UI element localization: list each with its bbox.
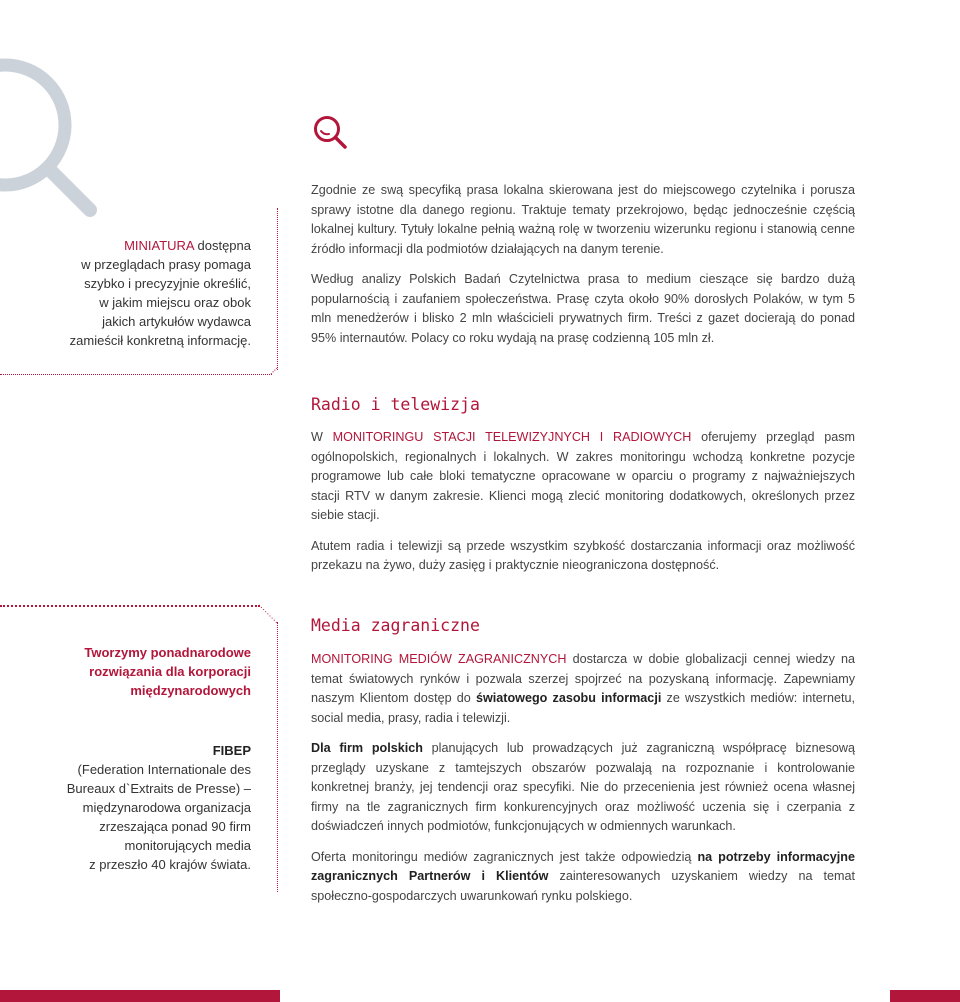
fibep-line: międzynarodowa organizacja bbox=[82, 800, 251, 815]
foreign-text: Oferta monitoringu mediów zagranicznych jest także odpowiedzią bbox=[311, 849, 698, 864]
sidebar-line: zamieścił konkretną informację. bbox=[69, 333, 251, 348]
sidebar-line: szybko i precyzyjnie określić, bbox=[84, 276, 251, 291]
footer-bar-left bbox=[0, 990, 280, 1002]
footer-bar-right bbox=[890, 990, 960, 1002]
foreign-bold: światowego zasobu informacji bbox=[475, 691, 662, 705]
foreign-bold: na potrzeby informacyjne zagranicznych Partnerów i Klientów bbox=[311, 849, 856, 883]
radio-rest: oferujemy przegląd pasm ogólnopolskich, regionalnych i lokalnych. W zakres monitoringu wchodzą konkretne pozycje programowe lub całe bloki tematyczne opracowane w oparciu o programy z najważniejszych stacji RTV w danym zakresie. Klienci mogą zlecić monitoring dodatkowych, określonych przez siebie stacji. bbox=[311, 430, 855, 522]
foreign-section bbox=[311, 650, 855, 917]
press-section bbox=[311, 181, 855, 359]
sidebar-line: jakich artykułów wydawca bbox=[102, 314, 251, 329]
radio-highlight: MONITORINGU STACJI TELEWIZYJNYCH I RADIOWYCH bbox=[332, 430, 692, 444]
press-paragraph-1: Zgodnie ze swą specyfiką prasa lokalna skierowana jest do miejscowego czytelnika i porusza sprawy istotne dla danego regionu. Traktuje tematy przekrojowo, będąc jednocześnie częścią lokalnej kultury. Tytuły lokalne pełnią ważną rolę w tworzeniu wizerunku regionu i stanowią cenne źródło informacji dla podmiotów działających na danym terenie. bbox=[311, 183, 855, 256]
foreign-bold: Dla firm polskich bbox=[311, 741, 423, 755]
magnifier-icon bbox=[312, 114, 348, 150]
miniatura-label: MINIATURA bbox=[124, 238, 194, 253]
radio-lead: W bbox=[311, 430, 333, 444]
sidebar-line: w jakim miejscu oraz obok bbox=[99, 295, 251, 310]
sidebar-heading-line: Tworzymy ponadnarodowe bbox=[84, 645, 251, 660]
sidebar-heading-line: międzynarodowych bbox=[130, 683, 251, 698]
radio-paragraph-1 bbox=[311, 428, 855, 526]
sidebar-miniatura bbox=[0, 236, 251, 350]
magnifier-watermark-icon bbox=[0, 50, 100, 220]
fibep-line: z przeszło 40 krajów świata. bbox=[89, 857, 251, 872]
fibep-line: (Federation Internationale des bbox=[77, 762, 251, 777]
radio-paragraph-2: Atutem radia i telewizji są przede wszystkim szybkość dostarczania informacji oraz możliwość przekazu na żywo, duży zasięg i praktycznie nieograniczona dostępność. bbox=[311, 538, 855, 572]
sidebar-line: dostępna bbox=[193, 238, 251, 253]
foreign-text: zainteresowanych uzyskaniem wiedzy na temat społeczno-gospodarczych uwarunkowań rynku polskiego. bbox=[311, 869, 856, 903]
press-paragraph-2: Według analizy Polskich Badań Czytelnictwa prasa to medium cieszące się bardzo dużą popularnością i zaufaniem społeczeństwa. Prasę czyta około 90% dorosłych Polaków, w tym 5 mln menedżerów i blisko 2 mln właścicieli prywatnych firm. Treści z gazet docierają do ponad 95% internautów. Polacy co roku wydają na prasę codzienną 105 mln zł. bbox=[311, 272, 855, 345]
sidebar-divider-vertical bbox=[277, 208, 278, 370]
foreign-text: ze wszystkich mediów: internetu, social media, prasy, radia i telewizji. bbox=[311, 691, 855, 725]
foreign-text: dostarcza w dobie globalizacji cennej wiedzy na temat światowych rynków i pozwala szerzej spojrzeć na pozyskaną informację. Zapewniamy naszym Klientom dostęp do bbox=[311, 652, 855, 705]
radio-section-title: Radio i telewizja bbox=[311, 395, 480, 414]
sidebar-heading-line: rozwiązania dla korporacji bbox=[89, 664, 251, 679]
foreign-paragraph-1 bbox=[311, 650, 855, 728]
divider-corner bbox=[270, 366, 280, 376]
fibep-title: FIBEP bbox=[212, 743, 251, 758]
foreign-section-title: Media zagraniczne bbox=[311, 616, 480, 635]
fibep-line: monitorujących media bbox=[124, 838, 251, 853]
radio-section bbox=[311, 428, 855, 587]
sidebar-bottom-vertical bbox=[277, 622, 278, 892]
foreign-paragraph-3 bbox=[311, 848, 855, 907]
foreign-highlight: MONITORING MEDIÓW ZAGRANICZNYCH bbox=[311, 652, 567, 666]
foreign-text: planujących lub prowadzących już zagraniczną współpracę biznesową przeglądy uzyskane z tamtejszych obszarów pozwalają na rozpoznanie i kontrolowanie konkretnej branży, jej tendencji oraz specyfiki. Nie do przecenienia jest również ocena własnej firmy na tle zagranicznych firm konkurencyjnych oraz możliwość uczenia się i czerpania z doświadczeń innych podmiotów, funkcjonujących w odmiennych warunkach. bbox=[311, 741, 855, 833]
divider-corner-bottom bbox=[258, 604, 282, 628]
fibep-line: zrzeszająca ponad 90 firm bbox=[99, 819, 251, 834]
sidebar-bottom-divider bbox=[0, 605, 260, 607]
sidebar-fibep bbox=[0, 643, 251, 874]
sidebar-divider bbox=[0, 374, 272, 375]
foreign-paragraph-2 bbox=[311, 739, 855, 837]
fibep-line: Bureaux d`Extraits de Presse) – bbox=[66, 781, 251, 796]
sidebar-line: w przeglądach prasy pomaga bbox=[81, 257, 251, 272]
